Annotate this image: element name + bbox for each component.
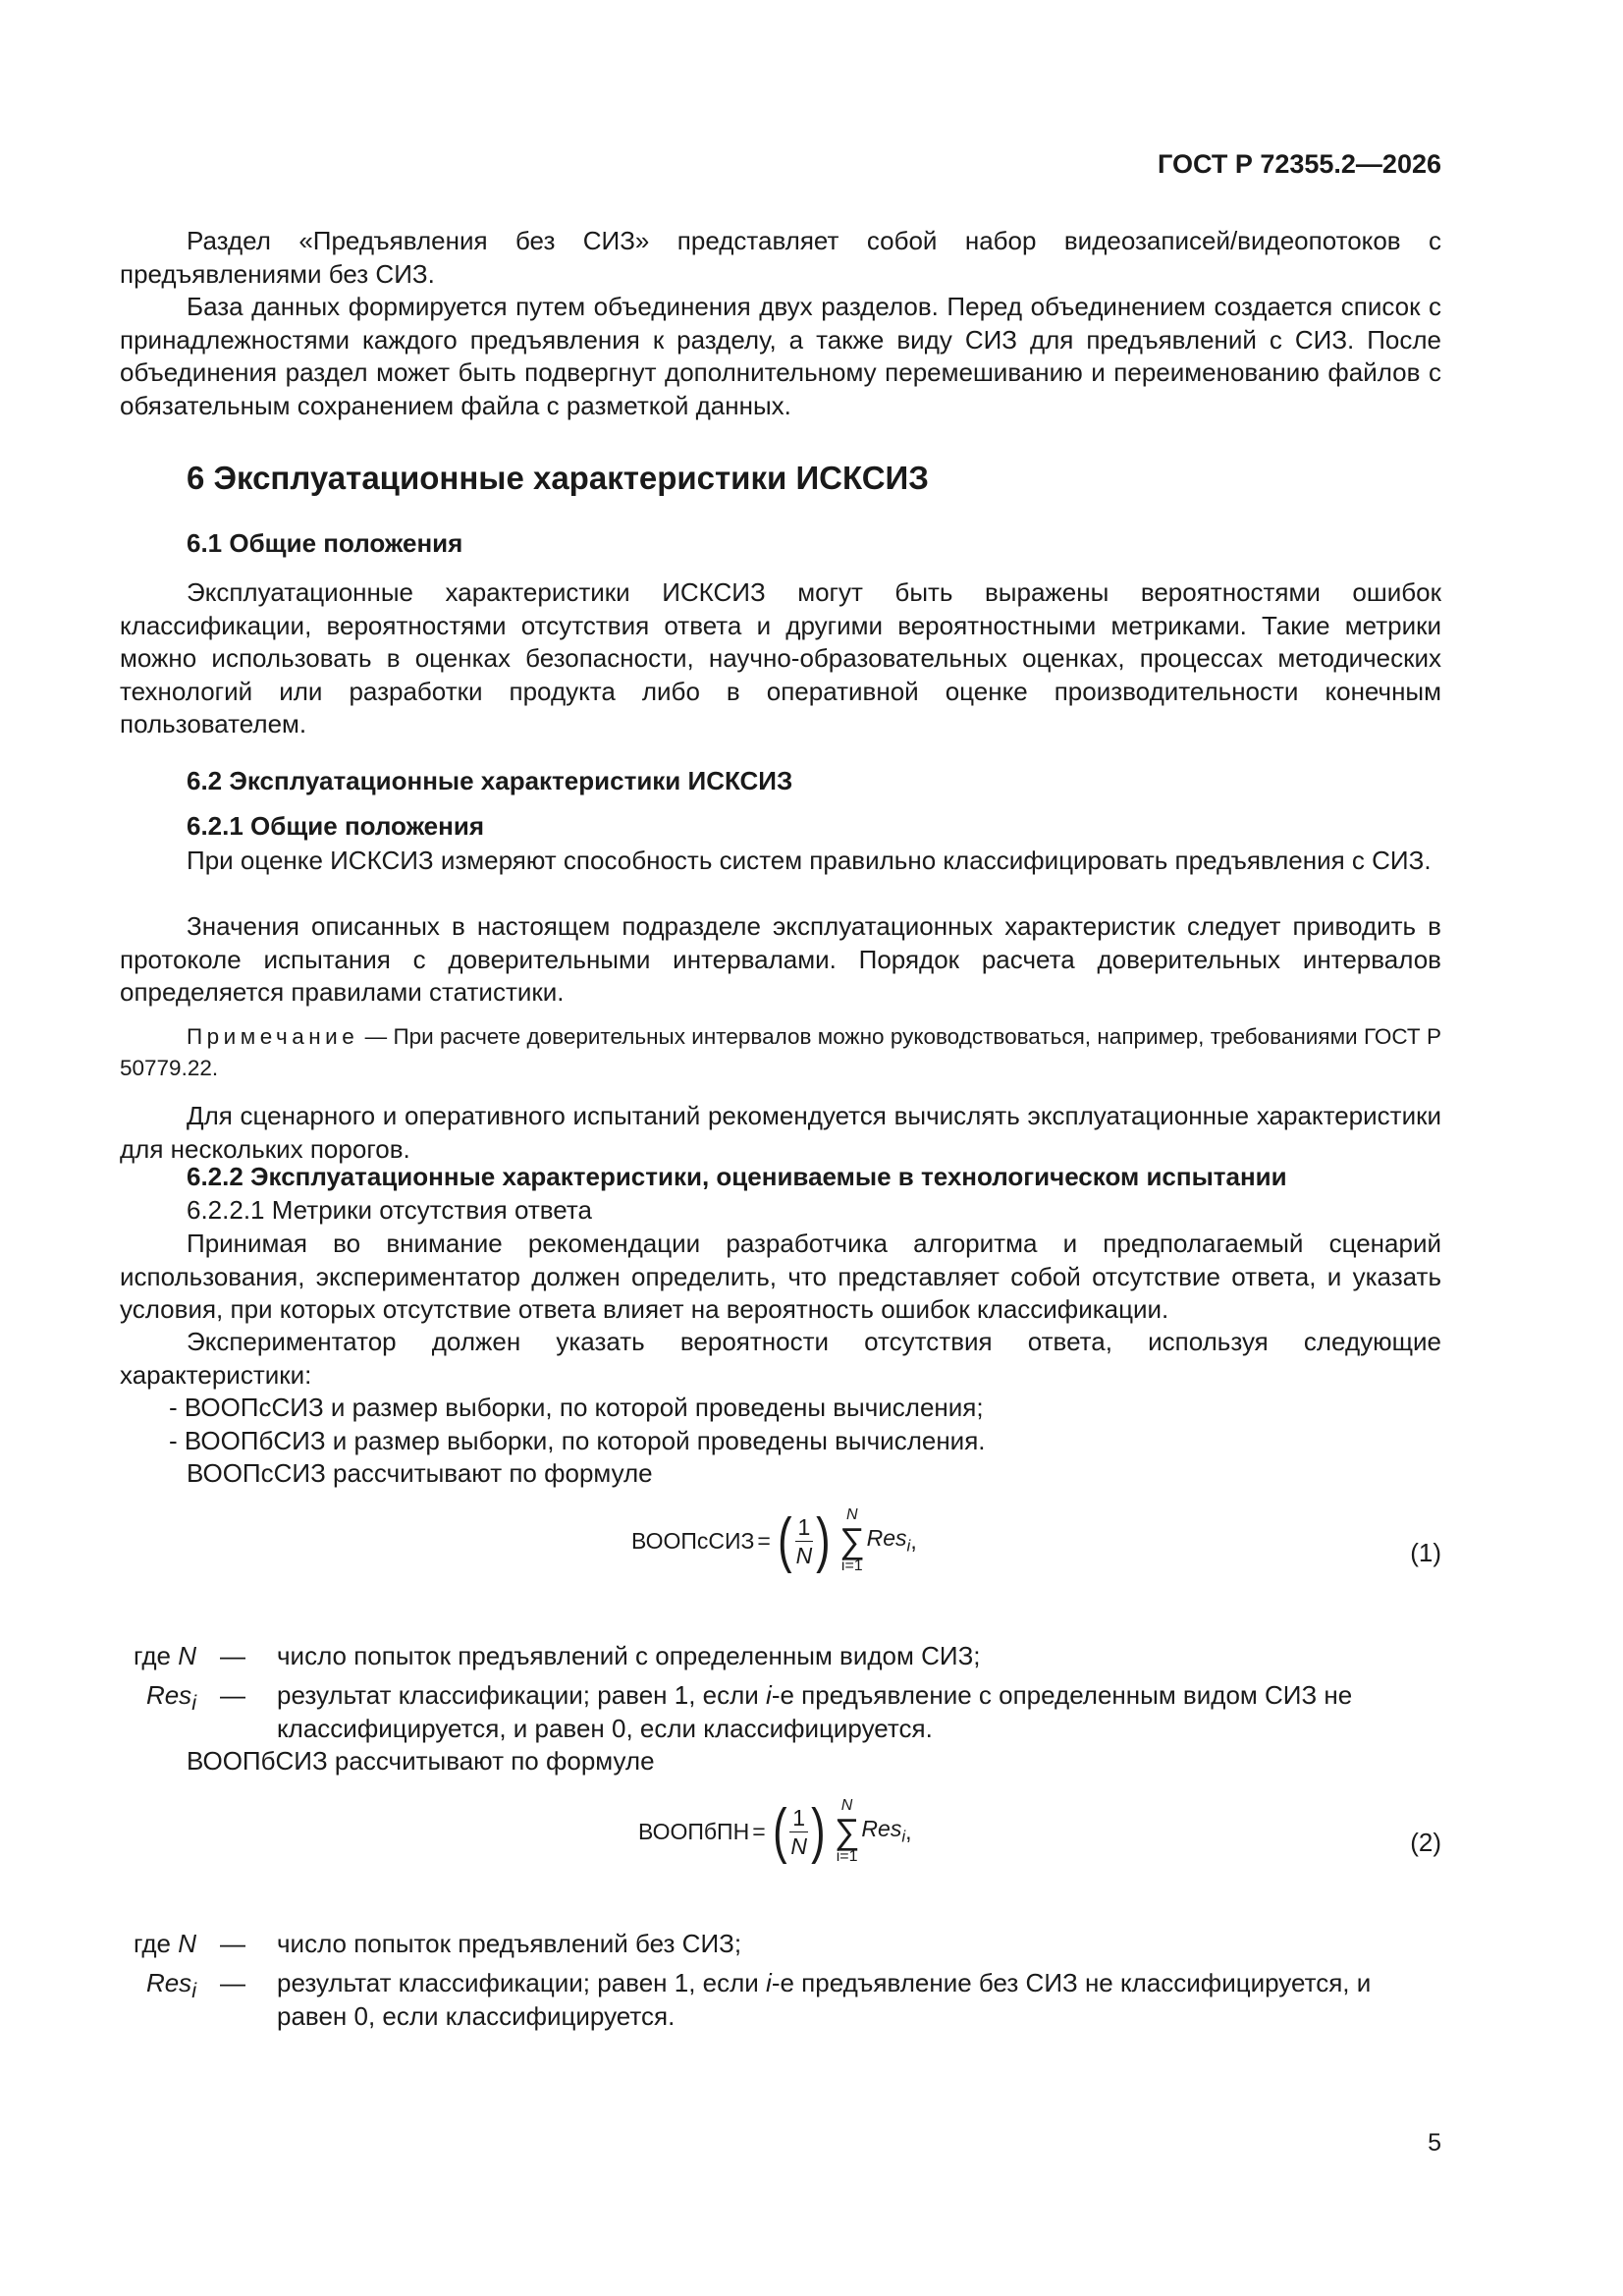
- formula-1-comma: ,: [910, 1527, 917, 1554]
- intro-paragraph-1: Раздел «Предъявления без СИЗ» представляет собой набор видеозаписей/видеопотоков с предъявлениями без СИЗ.: [120, 226, 1441, 289]
- section-6-heading: 6 Эксплуатационные характеристики ИСКСИЗ: [187, 460, 929, 496]
- formula-2-sum: [835, 1797, 860, 1866]
- definition-text: результат классификации; равен 1, если i-е предъявление с определенным видом СИЗ не классифицируется, и равен 0, если классифицируется.: [277, 1680, 1353, 1743]
- formula-1-sum: [839, 1506, 865, 1575]
- section-6-2-1-paragraph-3: Для сценарного и оперативного испытаний рекомендуется вычислять эксплуатационные характеристики для нескольких порогов.: [120, 1101, 1441, 1164]
- formula-1-term: Res$_i$: [866, 1525, 911, 1556]
- sigma-symbol: ∑: [834, 1811, 860, 1851]
- formula-1-sum-upper: N: [846, 1506, 858, 1523]
- document-code: ГОСТ Р 72355.2—2026: [1158, 149, 1441, 179]
- formula-1: [631, 1506, 917, 1575]
- intro-paragraph-2: База данных формируется путем объединения двух разделов. Перед объединением создается список с принадлежностями каждого предъявления к разделу, а также виду СИЗ для предъявлений с СИЗ. После объединения раздел может быть подвергнут дополнительному перемешиванию и переименованию файлов с обязательным сохранением файла с разметкой данных.: [120, 292, 1441, 420]
- formula-1-sum-lower: i=1: [840, 1558, 863, 1574]
- formula-2: [638, 1797, 912, 1866]
- section-6-2-1-paragraph-2: Значения описанных в настоящем подразделе эксплуатационных характеристик следует приводить в протоколе испытания с доверительными интервалами. Порядок расчета доверительных интервалов определяется правилами статистики.: [120, 911, 1441, 1007]
- formula-2-numerator: 1: [789, 1804, 808, 1832]
- section-6-2-2-paragraph-2: Экспериментатор должен указать вероятности отсутствия ответа, используя следующие характеристики:: [120, 1327, 1441, 1390]
- bullet-item-2: - ВООПбСИЗ и размер выборки, по которой проведены вычисления.: [169, 1426, 986, 1455]
- note-text: — При расчете доверительных интервалов можно руководствоваться, например, требованиями ГОСТ Р 50779.22.: [120, 1024, 1441, 1080]
- formula-1-denominator: N: [795, 1542, 813, 1568]
- section-6-1-paragraph: Эксплуатационные характеристики ИСКСИЗ могут быть выражены вероятностями ошибок классификации, вероятностями отсутствия ответа и другими вероятностными метриками. Такие метрики можно использовать в оценках безопасности, научно-образовательных оценках, процессах методических технологий или разработки продукта либо в оперативной оценке производительности конечным пользователем.: [120, 577, 1441, 738]
- equation-number-2: (2): [1410, 1828, 1441, 1857]
- definition-text: число попыток предъявлений без СИЗ;: [277, 1929, 742, 1958]
- section-6-2-1-paragraph-1: При оценке ИСКСИЗ измеряют способность систем правильно классифицировать предъявления с СИЗ.: [187, 846, 1432, 875]
- note-label: Примечание: [187, 1024, 359, 1049]
- section-6-2-1-heading: 6.2.1 Общие положения: [187, 811, 484, 841]
- formula-2-intro: ВООПбСИЗ рассчитывают по формуле: [187, 1746, 655, 1776]
- formula-2-denominator: N: [790, 1832, 807, 1859]
- section-6-2-2-paragraph-1: Принимая во внимание рекомендации разработчика алгоритма и предполагаемый сценарий использования, экспериментатор должен определить, что представляет собой отсутствие ответа, и указать условия, при которых отсутствие ответа влияет на вероятность ошибок классификации.: [120, 1229, 1441, 1324]
- page-number: 5: [1428, 2129, 1441, 2157]
- definition-symbol: где N: [134, 1929, 196, 1958]
- formula-2-fraction: ( $\frac{1}{N}$ ): [772, 1797, 826, 1865]
- section-6-1-heading: 6.1 Общие положения: [187, 528, 463, 558]
- formula-1-equals: =: [757, 1527, 771, 1554]
- section-6-2-2-1-heading: 6.2.2.1 Метрики отсутствия ответа: [187, 1195, 592, 1225]
- section-6-2-heading: 6.2 Эксплуатационные характеристики ИСКСИЗ: [187, 766, 793, 795]
- formula-2-comma: ,: [905, 1818, 912, 1844]
- formula-1-intro: ВООПсСИЗ рассчитывают по формуле: [187, 1458, 653, 1488]
- formula-2-term: Res$_i$: [861, 1816, 906, 1846]
- section-6-2-2-heading: 6.2.2 Эксплуатационные характеристики, оцениваемые в технологическом испытании: [187, 1162, 1287, 1191]
- definition-symbol: Res$_i$: [145, 1968, 196, 2003]
- bullet-item-1: - ВООПсСИЗ и размер выборки, по которой проведены вычисления;: [169, 1393, 984, 1422]
- formula-1-lhs: ВООПсСИЗ: [631, 1527, 755, 1554]
- formula-2-equals: =: [752, 1818, 766, 1844]
- formula-2-lhs: ВООПбПН: [638, 1818, 750, 1844]
- definition-symbol: где N: [134, 1641, 196, 1670]
- definition-text: число попыток предъявлений с определенным видом СИЗ;: [277, 1641, 981, 1670]
- formula-2-sum-upper: N: [840, 1797, 853, 1814]
- formula-1-numerator: 1: [795, 1513, 814, 1542]
- definition-symbol: Res$_i$: [145, 1680, 196, 1716]
- formula-1-fraction: ( $\frac{1}{N}$ ): [777, 1506, 831, 1574]
- formula-2-sum-lower: i=1: [836, 1848, 858, 1865]
- note: [120, 1021, 1441, 1084]
- definition-text: результат классификации; равен 1, если i-е предъявление без СИЗ не классифицируется, и равен 0, если классифицируется.: [277, 1968, 1372, 2031]
- equation-number-1: (1): [1410, 1538, 1441, 1567]
- sigma-symbol: ∑: [839, 1520, 865, 1560]
